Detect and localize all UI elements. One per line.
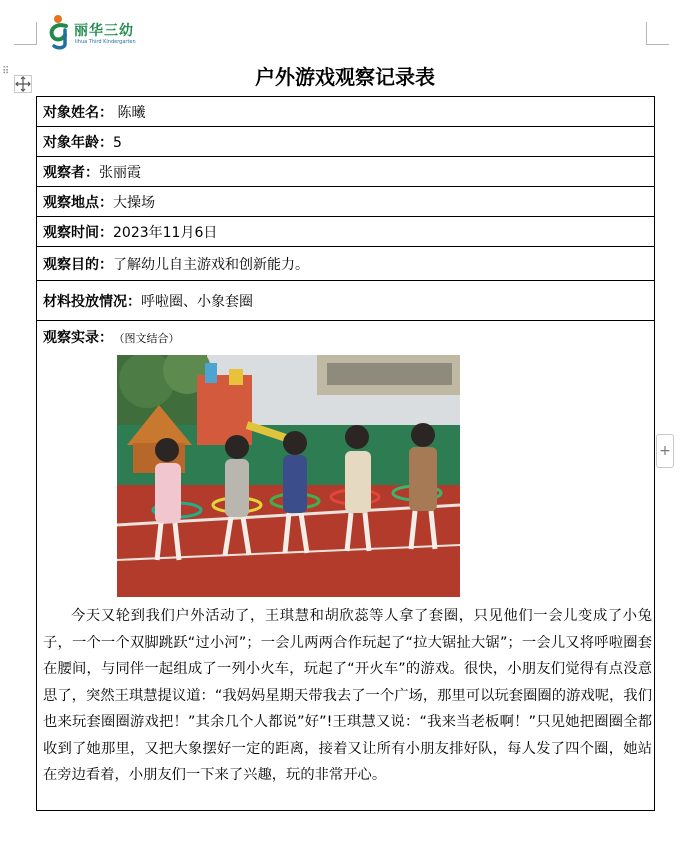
observation-record-table [36, 96, 655, 811]
table-row [37, 187, 655, 217]
field-value-name: 陈曦 [113, 104, 146, 121]
field-label-purpose: 观察目的： [43, 256, 113, 273]
table-drag-handle-icon[interactable]: ⠿ [2, 66, 10, 77]
table-cell[interactable] [37, 127, 655, 157]
table-cell[interactable] [37, 157, 655, 187]
table-cell[interactable] [37, 97, 655, 127]
table-row [37, 127, 655, 157]
table-cell[interactable] [37, 217, 655, 247]
logo-subtitle: lihua Third Kindergarten [75, 39, 136, 45]
field-label-time: 观察时间： [43, 224, 113, 241]
observation-cell[interactable] [37, 321, 655, 811]
page-corner-mark-right [646, 22, 669, 45]
field-value-purpose: 了解幼儿自主游戏和创新能力。 [113, 256, 309, 273]
kindergarten-logo [46, 14, 146, 50]
field-value-age: 5 [113, 134, 122, 151]
observation-photo [117, 355, 460, 597]
observation-header [37, 321, 654, 349]
field-value-location: 大操场 [113, 194, 155, 211]
table-cell[interactable] [37, 281, 655, 321]
table-row [37, 217, 655, 247]
field-label-location: 观察地点： [43, 194, 113, 211]
observation-note: （图文结合） [119, 332, 180, 345]
observation-text: 今天又轮到我们户外活动了，王琪慧和胡欣蕊等人拿了套圈，只见他们一会儿变成了小兔子，一个一个双脚跳跃“过小河”；一会儿两两合作玩起了“拉大锯扯大锯”；一会儿又将呼啦圈套在腰间，与同伴一起组成了一列小火车，玩起了“开火车”的游戏。很快，小朋友们觉得有点没意思了，突然王琪慧提议道：“我妈妈星期天带我去了一个广场，那里可以玩套圈圈的游戏呢，我们也来玩套圈圈游戏把！”其余几个人都说”好”!王琪慧又说：“我来当老板啊！”只见她把圈圈全都收到了她那里，又把大象摆好一定的距离，接着又让所有小朋友排好队，每人发了四个圈，她站在旁边看着，小朋友们一下来了兴趣，玩的非常开心。 [43, 608, 652, 783]
add-column-button[interactable]: + [656, 434, 674, 468]
page-title: 户外游戏观察记录表 [255, 65, 435, 89]
field-label-age: 对象年龄： [43, 134, 113, 151]
field-label-observer: 观察者： [43, 164, 99, 181]
logo-mark-icon [46, 14, 76, 50]
table-row [37, 281, 655, 321]
table-cell[interactable] [37, 247, 655, 281]
page-corner-mark-left [14, 22, 37, 45]
table-row [37, 321, 655, 811]
field-label-materials: 材料投放情况： [43, 293, 141, 310]
observation-label: 观察实录： [43, 330, 113, 346]
field-value-materials: 呼啦圈、小象套圈 [141, 293, 253, 310]
field-value-time: 2023年11月6日 [113, 224, 218, 241]
field-label-name: 对象姓名： [43, 104, 113, 121]
table-row [37, 97, 655, 127]
logo-name: 丽华三幼 [74, 23, 134, 39]
table-row [37, 157, 655, 187]
table-row [37, 247, 655, 281]
table-cell[interactable] [37, 187, 655, 217]
field-value-observer: 张丽霞 [99, 164, 141, 181]
